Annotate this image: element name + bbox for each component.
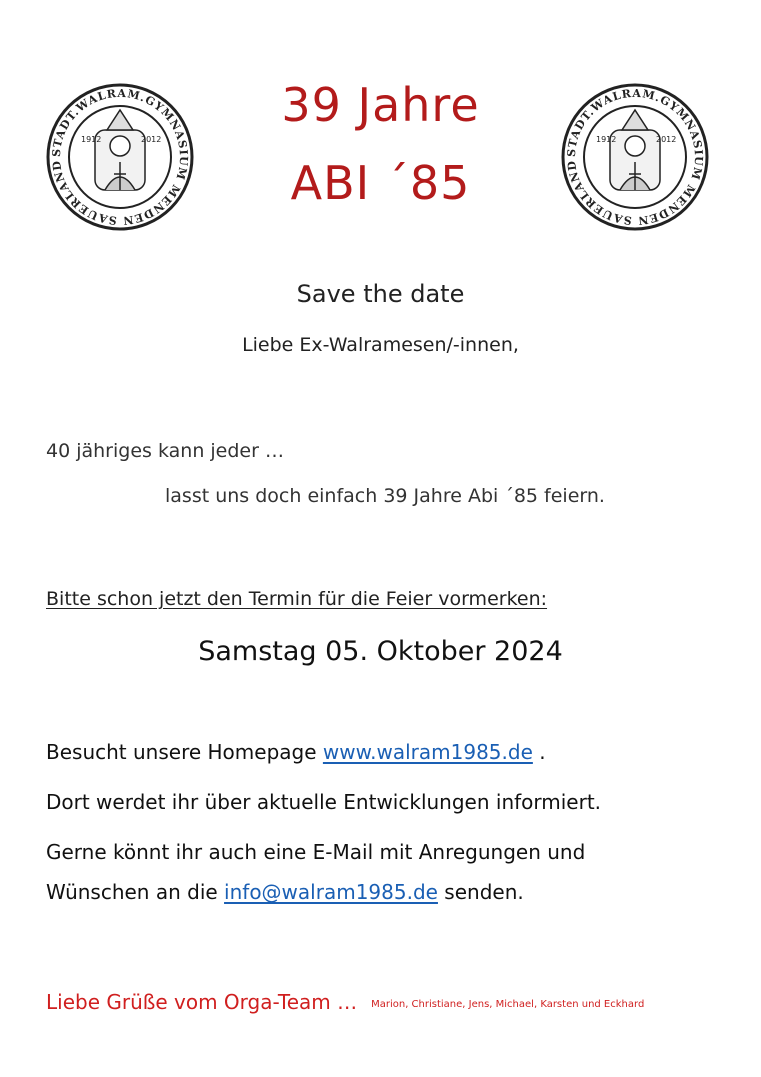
homepage-link[interactable]: www.walram1985.de xyxy=(322,740,533,764)
seal-year-right: 2012 xyxy=(656,135,677,144)
email-post-text: senden. xyxy=(437,880,524,904)
info-paragraph: Dort werdet ihr über aktuelle Entwicklungen informiert. xyxy=(46,790,602,814)
greeting: Liebe Ex-Walramesen/-innen, xyxy=(242,334,519,356)
title-line-1: 39 Jahre xyxy=(281,78,480,132)
email-pre-text: Wünschen an die xyxy=(46,880,225,904)
signoff-text: Liebe Grüße vom Orga-Team … xyxy=(46,990,358,1014)
email-paragraph-line-1: Gerne könnt ihr auch eine E-Mail mit Anregungen und xyxy=(46,840,586,864)
title-line-2: ABI ´85 xyxy=(290,156,471,210)
seal-year-left: 1912 xyxy=(596,135,617,144)
seal-year-right: 2012 xyxy=(141,135,162,144)
seal-text: STADT.WALRAM.GYMNASIUM MENDEN SAUERLAND xyxy=(49,86,191,228)
seal-year-left: 1912 xyxy=(81,135,102,144)
homepage-paragraph xyxy=(46,740,546,764)
intro-line-2: lasst uns doch einfach 39 Jahre Abi ´85 feiern. xyxy=(165,485,605,507)
subtitle: Save the date xyxy=(296,280,465,308)
signoff xyxy=(46,990,644,1014)
email-link[interactable]: info@walram1985.de xyxy=(224,880,438,904)
team-names: Marion, Christiane, Jens, Michael, Karsten und Eckhard xyxy=(371,999,645,1010)
email-paragraph-line-2 xyxy=(46,880,524,904)
homepage-post-text: . xyxy=(532,740,546,764)
event-date: Samstag 05. Oktober 2024 xyxy=(198,636,563,667)
reminder-heading: Bitte schon jetzt den Termin für die Feier vormerken: xyxy=(46,588,548,610)
seal-text: STADT.WALRAM.GYMNASIUM MENDEN SAUERLAND xyxy=(564,86,706,228)
intro-line-1: 40 jähriges kann jeder … xyxy=(46,440,284,462)
homepage-pre-text: Besucht unsere Homepage xyxy=(46,740,323,764)
